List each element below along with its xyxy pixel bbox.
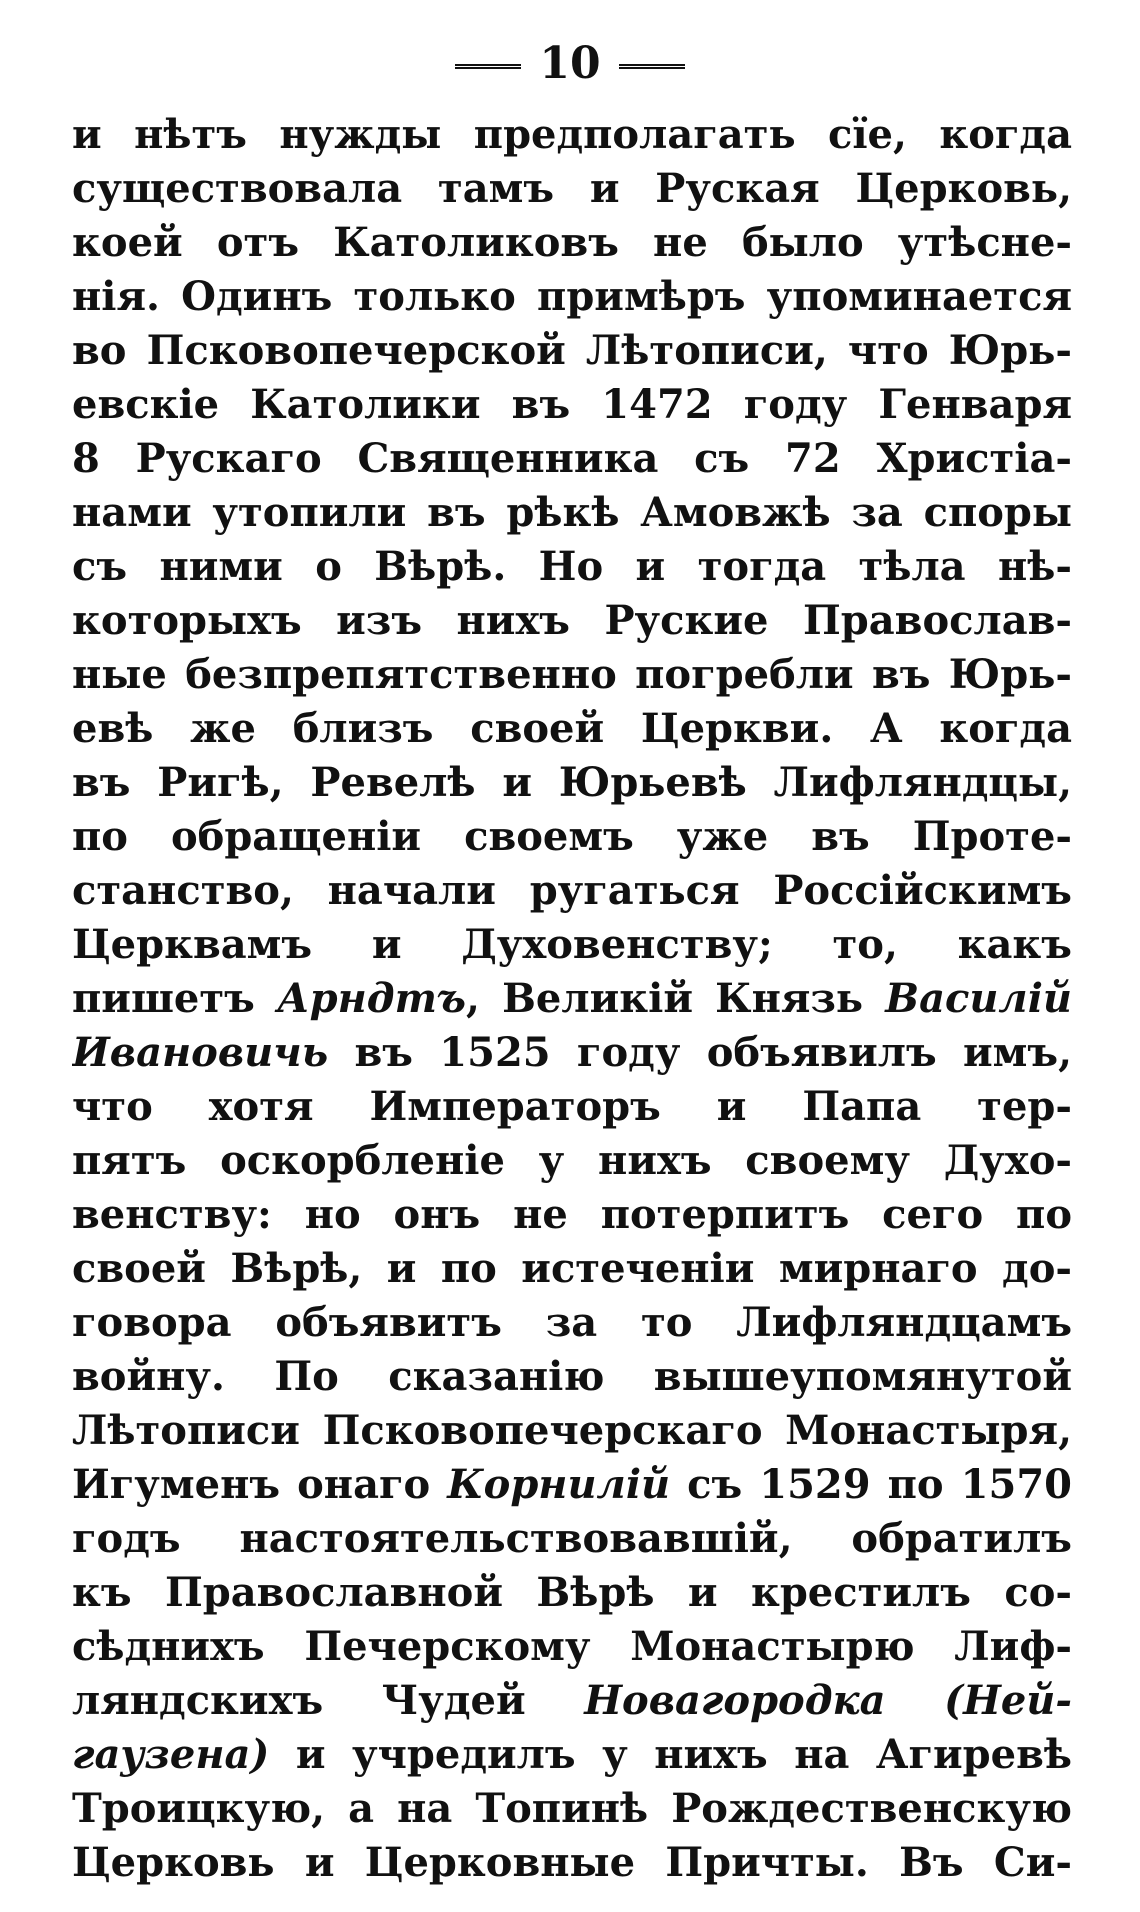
text-segment: венству: но онъ не потерпитъ сего по xyxy=(72,1191,1072,1238)
text-segment: нія. Одинъ только примѣръ упоминается xyxy=(72,273,1072,320)
text-line xyxy=(72,1620,1072,1674)
text-segment: гаузена) xyxy=(72,1731,270,1778)
text-segment: Корнилій xyxy=(447,1461,671,1508)
text-segment: Церковь и Церковные Причты. Въ Си- xyxy=(72,1839,1072,1886)
text-line xyxy=(72,1674,1072,1728)
header-rule-left xyxy=(455,64,521,69)
text-segment: въ 1525 году объявилъ имъ, xyxy=(328,1029,1072,1076)
text-line xyxy=(72,1080,1072,1134)
text-segment: 8 Рускаго Священника съ 72 Христіа- xyxy=(72,435,1072,482)
text-line xyxy=(72,1188,1072,1242)
text-line xyxy=(72,486,1072,540)
text-line xyxy=(72,918,1072,972)
text-line xyxy=(72,1512,1072,1566)
text-segment: къ Православной Вѣрѣ и крестилъ со- xyxy=(72,1569,1072,1616)
text-segment: пятъ оскорбленіе у нихъ своему Духо- xyxy=(72,1137,1072,1184)
text-segment: во Псковопечерской Лѣтописи, что Юрь- xyxy=(72,327,1072,374)
text-line xyxy=(72,1836,1072,1890)
text-segment: съ 1529 по 1570 xyxy=(670,1461,1072,1508)
text-segment: годъ настоятельствовавшій, обратилъ xyxy=(72,1515,1072,1562)
body-text xyxy=(72,108,1072,1890)
text-line xyxy=(72,432,1072,486)
text-line xyxy=(72,702,1072,756)
text-segment: въ Ригѣ, Ревелѣ и Юрьевѣ Лифляндцы, xyxy=(72,759,1072,806)
text-line xyxy=(72,378,1072,432)
header-rule-right xyxy=(619,64,685,69)
text-line xyxy=(72,540,1072,594)
text-line xyxy=(72,810,1072,864)
text-segment: съ ними о Вѣрѣ. Но и тогда тѣла нѣ- xyxy=(72,543,1072,590)
text-line xyxy=(72,270,1072,324)
text-segment: по обращеніи своемъ уже въ Проте- xyxy=(72,813,1072,860)
text-segment: пишетъ xyxy=(72,975,278,1022)
text-segment: которыхъ изъ нихъ Руские Православ- xyxy=(72,597,1072,644)
text-segment: нами утопили въ рѣкѣ Амовжѣ за споры xyxy=(72,489,1072,536)
text-line xyxy=(72,756,1072,810)
text-line xyxy=(72,648,1072,702)
text-segment: Церквамъ и Духовенству; то, какъ xyxy=(72,921,1072,968)
text-segment: ные безпрепятственно погребли въ Юрь- xyxy=(72,651,1072,698)
text-line xyxy=(72,1296,1072,1350)
text-line xyxy=(72,1404,1072,1458)
text-line xyxy=(72,1134,1072,1188)
text-segment: евѣ же близъ своей Церкви. А когда xyxy=(72,705,1072,752)
text-line xyxy=(72,972,1072,1026)
text-line xyxy=(72,108,1072,162)
text-segment: Ивановичь xyxy=(72,1029,329,1076)
text-segment: и нѣтъ нужды предполагать сїе, когда xyxy=(72,111,1072,158)
page-number: 10 xyxy=(539,38,601,89)
text-segment: Василій xyxy=(885,975,1072,1022)
text-segment: Арндтъ xyxy=(277,975,466,1022)
text-segment: Игуменъ онаго xyxy=(72,1461,448,1508)
text-segment: станство, начали ругаться Россійскимъ xyxy=(72,867,1072,914)
text-segment: Новагородка (Ней- xyxy=(584,1677,1072,1724)
text-segment: , Великій Князь xyxy=(465,975,886,1022)
text-segment: что хотя Императоръ и Папа тер- xyxy=(72,1083,1072,1130)
text-segment: Лѣтописи Псковопечерскаго Монастыря, xyxy=(72,1407,1072,1454)
text-segment: ляндскихъ Чудей xyxy=(72,1677,585,1724)
text-segment: и учредилъ у нихъ на Агиревѣ xyxy=(269,1731,1072,1778)
text-segment: существовала тамъ и Руская Церковь, xyxy=(72,165,1072,212)
text-segment: говора объявитъ за то Лифляндцамъ xyxy=(72,1299,1072,1346)
text-line xyxy=(72,1782,1072,1836)
text-line xyxy=(72,1242,1072,1296)
text-line xyxy=(72,216,1072,270)
text-segment: войну. По сказанію вышеупомянутой xyxy=(72,1353,1072,1400)
text-line xyxy=(72,1728,1072,1782)
text-segment: Троицкую, а на Топинѣ Рождественскую xyxy=(72,1785,1072,1832)
text-line xyxy=(72,1026,1072,1080)
text-line xyxy=(72,1350,1072,1404)
text-line xyxy=(72,1566,1072,1620)
text-line xyxy=(72,1458,1072,1512)
text-line xyxy=(72,324,1072,378)
text-segment: коей отъ Католиковъ не было утѣсне- xyxy=(72,219,1072,266)
text-line xyxy=(72,864,1072,918)
text-segment: сѣднихъ Печерскому Монастырю Лиф- xyxy=(72,1623,1072,1670)
text-line xyxy=(72,162,1072,216)
text-line xyxy=(72,594,1072,648)
page-header xyxy=(0,34,1140,94)
text-segment: своей Вѣрѣ, и по истеченіи мирнаго до- xyxy=(72,1245,1072,1292)
text-segment: евскіе Католики въ 1472 году Генваря xyxy=(72,381,1072,428)
